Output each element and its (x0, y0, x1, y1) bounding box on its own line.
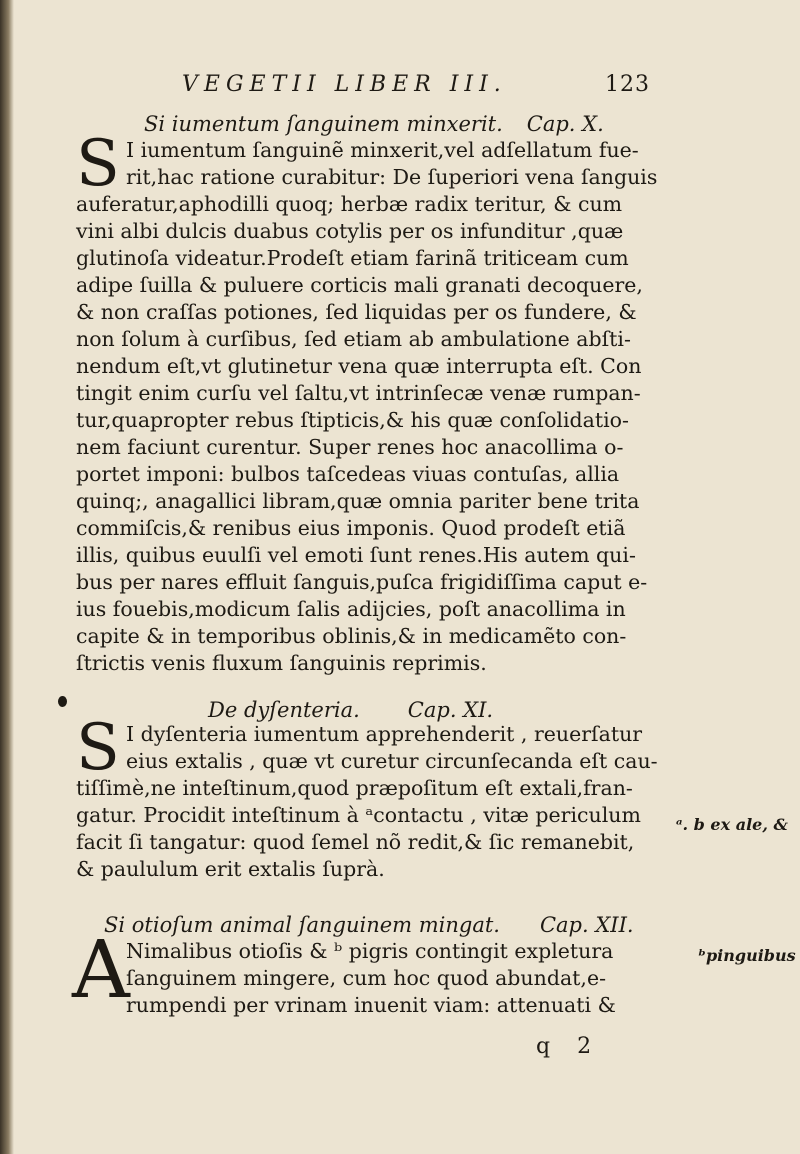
text-line: nem faciunt curentur. Super renes hoc anacollima o- (76, 435, 624, 459)
text-line: nendum eſt,vt glutinetur vena quæ interrupta eſt. Con (76, 354, 642, 378)
text-line: gatur. Procidit inteſtinum à ᵃcontactu , vitæ periculum (76, 803, 641, 827)
drop-cap: S (76, 711, 120, 785)
text-line: vini albi dulcis duabus cotylis per os infunditur ,quæ (76, 219, 624, 243)
text-line: tingit enim curſu vel ſaltu,vt intrinſecæ venæ rumpan- (76, 381, 641, 405)
chapter-number: Cap. XI. (407, 698, 494, 722)
chapter-number: Cap. XII. (539, 913, 634, 937)
drop-cap: S (76, 127, 120, 201)
text-line: rit,hac ratione curabitur: De ſuperiori vena ſanguis (126, 165, 658, 189)
text-line: illis, quibus euulſi vel emoti ſunt renes.His autem qui- (76, 543, 636, 567)
text-line: & paululum erit extalis ſuprà. (76, 857, 385, 881)
folio-number: 123 (605, 72, 650, 97)
chapter-number: Cap. X. (526, 112, 604, 136)
text-line: capite & in temporibus oblinis,& in medicamẽto con- (76, 624, 627, 648)
text-line: commiſcis,& renibus eius imponis. Quod prodeſt etiã (76, 516, 626, 540)
text-line: ſtrictis venis fluxum ſanguinis reprimis. (76, 651, 487, 675)
chapter-heading-x (144, 112, 604, 136)
text-line: Nimalibus otioſis & ᵇ pigris contingit expletura (126, 939, 614, 963)
signature-mark: q 2 (536, 1034, 602, 1059)
text-line: I dyſenteria iumentum apprehenderit , reuerſatur (126, 722, 643, 746)
text-line: ius fouebis,modicum ſalis adijcies, poſt anacollima in (76, 597, 626, 621)
chapter-text-x (76, 137, 657, 677)
chapter-title: De dyſenteria. (208, 698, 360, 722)
text-line: facit ſi tangatur: quod ſemel nõ redit,& ſic remanebit, (76, 830, 635, 854)
chapter-text-xii (76, 938, 616, 1019)
text-line: portet imponi: bulbos taſcedeas viuas contuſas, allia (76, 462, 620, 486)
margin-note-a: ᵃ. b ex ale, & (676, 815, 788, 834)
text-line: ſanguinem mingere, cum hoc quod abundat,e- (126, 966, 606, 990)
ink-dot-mark (58, 696, 67, 707)
chapter-title: Si otioſum animal ſanguinem mingat. (104, 913, 500, 937)
margin-note-b: ᵇpinguibus (698, 946, 796, 965)
text-line: I iumentum ſanguinẽ minxerit,vel adſellatum fue- (126, 138, 639, 162)
running-title: VEGETII LIBER III. (182, 72, 507, 97)
text-line: tur,quapropter rebus ſtipticis,& his quæ conſolidatio- (76, 408, 629, 432)
text-line: bus per nares effluit ſanguis,puſca frigidiſſima caput e- (76, 570, 648, 594)
text-line: non ſolum à curſibus, ſed etiam ab ambulatione abſti- (76, 327, 631, 351)
drop-cap: A (72, 923, 130, 1016)
text-line: eius extalis , quæ vt curetur circunſecanda eſt cau- (126, 749, 658, 773)
chapter-heading-xii (104, 913, 634, 937)
chapter-heading-xi (208, 698, 493, 722)
text-line: adipe ſuilla & puluere corticis mali granati decoquere, (76, 273, 643, 297)
book-spine-shadow (0, 0, 14, 1154)
text-line: auferatur,aphodilli quoq; herbæ radix teritur, & cum (76, 192, 623, 216)
text-line: tiſſimè,ne inteſtinum,quod præpoſitum eſt extali,fran- (76, 776, 633, 800)
text-line: quinq;, anagallici libram,quæ omnia pariter bene trita (76, 489, 640, 513)
text-line: & non craſſas potiones, ſed liquidas per os fundere, & (76, 300, 637, 324)
chapter-text-xi (76, 721, 658, 883)
chapter-title: Si iumentum ſanguinem minxerit. (144, 112, 503, 136)
text-line: rumpendi per vrinam inuenit viam: attenuati & (126, 993, 616, 1017)
page-header (170, 72, 650, 100)
text-line: glutinoſa videatur.Prodeſt etiam farinã triticeam cum (76, 246, 629, 270)
